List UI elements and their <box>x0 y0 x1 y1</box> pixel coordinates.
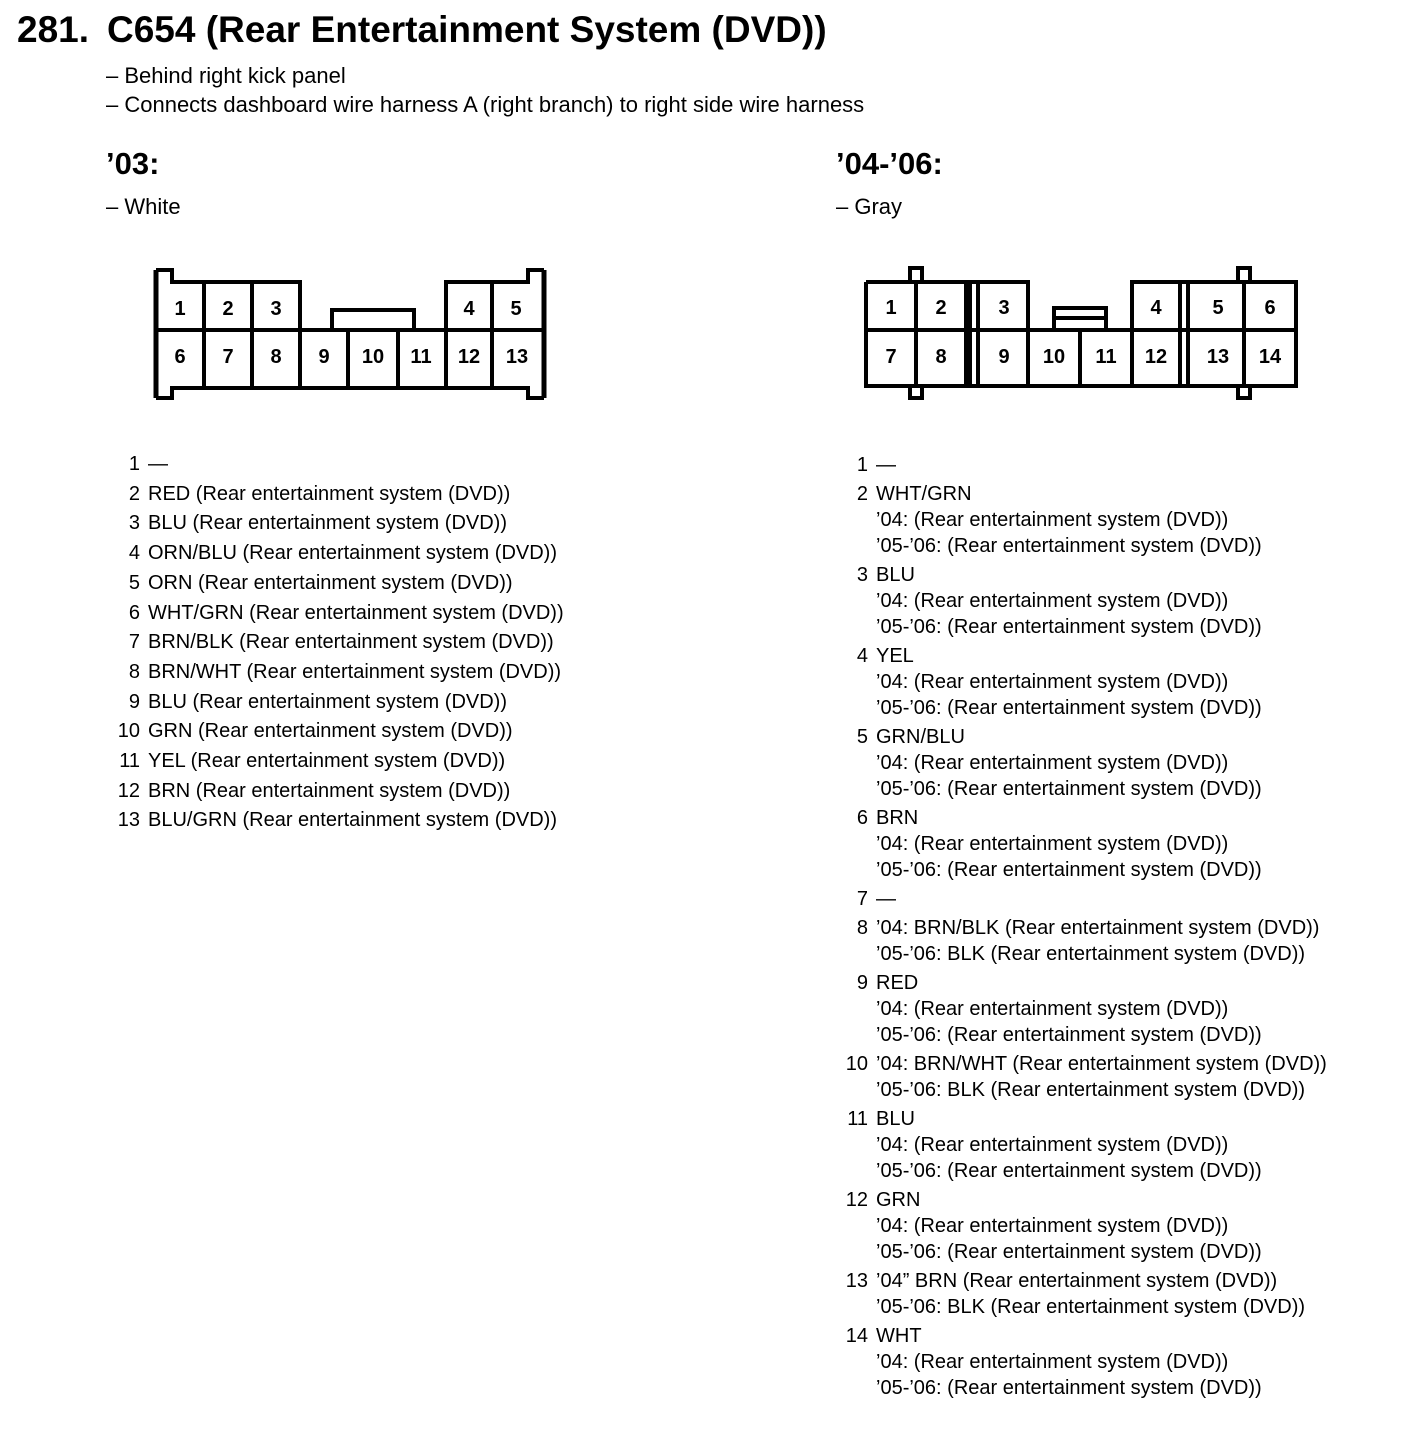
pin-entry <box>110 450 564 480</box>
pin-number: 2 <box>128 482 140 505</box>
pin-label: 11 <box>1095 346 1117 368</box>
pin-wire-detail: ’05-’06: (Rear entertainment system (DVD)) <box>876 1241 1262 1263</box>
pin-entry <box>110 539 564 569</box>
pin-number: 1 <box>128 453 140 475</box>
pin-label: 4 <box>463 298 475 320</box>
pin-entry <box>838 970 1327 1048</box>
pin-entry <box>838 915 1327 967</box>
pin-wire-detail: ’04: (Rear entertainment system (DVD)) <box>876 590 1229 612</box>
pin-label: 7 <box>885 346 897 368</box>
pin-entry <box>110 628 564 658</box>
pin-wire: WHT <box>876 1325 922 1347</box>
pin-label: 6 <box>174 346 186 368</box>
pin-wire: ORN/BLU (Rear entertainment system (DVD)) <box>148 542 557 565</box>
pin-label: 2 <box>222 298 234 320</box>
pin-wire-detail: ’05-’06: BLK (Rear entertainment system (DVD)) <box>876 1079 1306 1101</box>
pin-wire-detail: ’04: (Rear entertainment system (DVD)) <box>876 671 1229 693</box>
connector-diagram-04-06 <box>858 262 1304 406</box>
pin-wire: BRN (Rear entertainment system (DVD)) <box>148 779 511 802</box>
pin-wire: BLU (Rear entertainment system (DVD)) <box>148 690 507 713</box>
pin-entry <box>838 805 1327 883</box>
location-note: – Behind right kick panel <box>106 63 346 88</box>
pin-label: 4 <box>1150 297 1162 319</box>
pin-entry <box>838 886 1327 912</box>
harness-note: – Connects dashboard wire harness A (right branch) to right side wire harness <box>106 92 865 117</box>
title-number: 281. <box>17 9 90 50</box>
pin-wire: BRN/BLK (Rear entertainment system (DVD)) <box>148 631 554 654</box>
connector-diagram-03 <box>150 262 552 406</box>
pin-label: 8 <box>270 346 282 368</box>
pin-wire: BRN <box>876 807 919 829</box>
pin-label: 9 <box>318 346 330 368</box>
pin-wire-detail: ’05-’06: (Rear entertainment system (DVD)) <box>876 697 1262 719</box>
pin-number: 6 <box>128 601 140 624</box>
pin-entry <box>838 643 1327 721</box>
pin-wire-detail: ’05-’06: (Rear entertainment system (DVD)) <box>876 778 1262 800</box>
connector-color-04-06: – Gray <box>836 194 903 219</box>
pin-number: 4 <box>856 645 868 667</box>
pin-label: 12 <box>1144 346 1168 368</box>
pin-wire-detail: ’05-’06: (Rear entertainment system (DVD)) <box>876 859 1262 881</box>
pin-number: 5 <box>856 726 868 748</box>
pin-number: 2 <box>856 483 868 505</box>
pin-label: 11 <box>410 346 432 368</box>
pin-wire: GRN (Rear entertainment system (DVD)) <box>148 720 513 743</box>
pin-entry <box>110 480 564 510</box>
pin-label: 8 <box>935 346 947 368</box>
pin-label: 10 <box>1042 346 1066 368</box>
pin-wire-detail: ’05-’06: BLK (Rear entertainment system (DVD)) <box>876 1296 1306 1318</box>
pin-wire: WHT/GRN <box>876 483 972 505</box>
pin-number: 10 <box>117 720 140 743</box>
pin-wire-detail: ’04: (Rear entertainment system (DVD)) <box>876 998 1229 1020</box>
pin-entry <box>838 452 1327 478</box>
pin-number: 4 <box>128 542 140 565</box>
pin-number: 5 <box>128 571 140 594</box>
pin-number: 13 <box>117 809 140 832</box>
pin-entry <box>110 658 564 688</box>
pin-wire: ’04: BRN/BLK (Rear entertainment system (DVD)) <box>876 917 1320 939</box>
pin-number: 7 <box>856 888 868 910</box>
pin-wire-detail: ’04: (Rear entertainment system (DVD)) <box>876 1215 1229 1237</box>
pin-entry <box>838 724 1327 802</box>
pin-wire: BLU <box>876 564 915 586</box>
pin-wire-detail: ’05-’06: (Rear entertainment system (DVD)) <box>876 1377 1262 1399</box>
pin-label: 3 <box>998 297 1010 319</box>
pin-wire: GRN/BLU <box>876 726 965 748</box>
pin-entry <box>838 1051 1327 1103</box>
pin-number: 8 <box>128 660 140 683</box>
pin-wire: BLU (Rear entertainment system (DVD)) <box>148 512 507 535</box>
pin-number: 11 <box>119 750 140 773</box>
pin-wire-detail: ’04: (Rear entertainment system (DVD)) <box>876 833 1229 855</box>
pin-number: 3 <box>856 564 868 586</box>
pin-wire: BLU/GRN (Rear entertainment system (DVD)) <box>148 809 557 832</box>
pin-wire: ’04: BRN/WHT (Rear entertainment system (DVD)) <box>876 1053 1327 1075</box>
pin-entry <box>110 717 564 747</box>
pin-label: 10 <box>361 346 385 368</box>
pin-wire-detail: ’05-’06: (Rear entertainment system (DVD)) <box>876 1024 1262 1046</box>
pin-label: 13 <box>1206 346 1230 368</box>
pin-wire: YEL (Rear entertainment system (DVD)) <box>148 750 506 773</box>
pin-wire: YEL <box>876 645 914 667</box>
pin-wire-detail: ’05-’06: (Rear entertainment system (DVD)) <box>876 616 1262 638</box>
pin-label: 13 <box>505 346 529 368</box>
pin-wire: BLU <box>876 1108 915 1130</box>
pin-list-03 <box>110 450 564 836</box>
pin-number: 6 <box>856 807 868 829</box>
pin-number: 9 <box>128 690 140 713</box>
pin-entry <box>838 1106 1327 1184</box>
pin-wire-detail: ’05-’06: (Rear entertainment system (DVD)) <box>876 535 1262 557</box>
pin-wire: RED <box>876 972 919 994</box>
pin-wire: GRN <box>876 1189 921 1211</box>
pin-label: 2 <box>935 297 947 319</box>
pin-number: 7 <box>128 631 140 654</box>
pin-entry <box>110 777 564 807</box>
pin-number: 10 <box>845 1053 868 1075</box>
pin-wire: — <box>148 453 168 475</box>
pin-label: 6 <box>1264 297 1276 319</box>
pin-label: 5 <box>510 298 522 320</box>
pin-number: 3 <box>128 512 140 535</box>
pin-wire: ’04” BRN (Rear entertainment system (DVD)) <box>876 1270 1278 1292</box>
pin-label: 1 <box>174 298 186 320</box>
title-text: C654 (Rear Entertainment System (DVD)) <box>107 9 827 50</box>
pin-entry <box>838 481 1327 559</box>
pin-label: 7 <box>222 346 234 368</box>
pin-wire-detail: ’04: (Rear entertainment system (DVD)) <box>876 1351 1229 1373</box>
pin-label: 5 <box>1212 297 1224 319</box>
pin-number: 9 <box>856 972 868 994</box>
page-title <box>17 6 827 54</box>
pin-wire-detail: ’04: (Rear entertainment system (DVD)) <box>876 752 1229 774</box>
pin-entry <box>110 806 564 836</box>
pin-label: 12 <box>457 346 481 368</box>
pin-wire-detail: ’05-’06: BLK (Rear entertainment system (DVD)) <box>876 943 1306 965</box>
pin-number: 13 <box>845 1270 868 1292</box>
pin-number: 14 <box>845 1325 868 1347</box>
pin-number: 8 <box>856 917 868 939</box>
connector-color-03: – White <box>106 194 181 219</box>
pin-wire: WHT/GRN (Rear entertainment system (DVD)) <box>148 601 564 624</box>
pin-entry <box>838 562 1327 640</box>
pin-wire-detail: ’05-’06: (Rear entertainment system (DVD)) <box>876 1160 1262 1182</box>
pin-label: 9 <box>998 346 1010 368</box>
pin-entry <box>838 1268 1327 1320</box>
pin-entry <box>110 599 564 629</box>
pin-entry <box>110 569 564 599</box>
pin-wire-detail: ’04: (Rear entertainment system (DVD)) <box>876 1134 1229 1156</box>
pin-entry <box>110 747 564 777</box>
pin-wire: — <box>876 888 896 910</box>
pin-number: 11 <box>847 1108 868 1130</box>
section-heading-03: ’03: <box>106 146 160 181</box>
pin-wire-detail: ’04: (Rear entertainment system (DVD)) <box>876 509 1229 531</box>
pin-label: 14 <box>1258 346 1282 368</box>
location-notes <box>106 61 864 119</box>
pin-wire: — <box>876 454 896 476</box>
pin-wire: ORN (Rear entertainment system (DVD)) <box>148 571 513 594</box>
pin-entry <box>110 688 564 718</box>
pin-number: 1 <box>856 454 868 476</box>
pin-entry <box>838 1323 1327 1401</box>
pin-wire: RED (Rear entertainment system (DVD)) <box>148 482 511 505</box>
pin-number: 12 <box>117 779 140 802</box>
pin-list-04-06 <box>838 452 1327 1404</box>
pin-entry <box>838 1187 1327 1265</box>
pin-wire: BRN/WHT (Rear entertainment system (DVD)) <box>148 660 562 683</box>
pin-label: 1 <box>885 297 897 319</box>
pin-entry <box>110 509 564 539</box>
section-heading-04-06: ’04-’06: <box>836 146 943 181</box>
pin-number: 12 <box>845 1189 868 1211</box>
pin-label: 3 <box>270 298 282 320</box>
